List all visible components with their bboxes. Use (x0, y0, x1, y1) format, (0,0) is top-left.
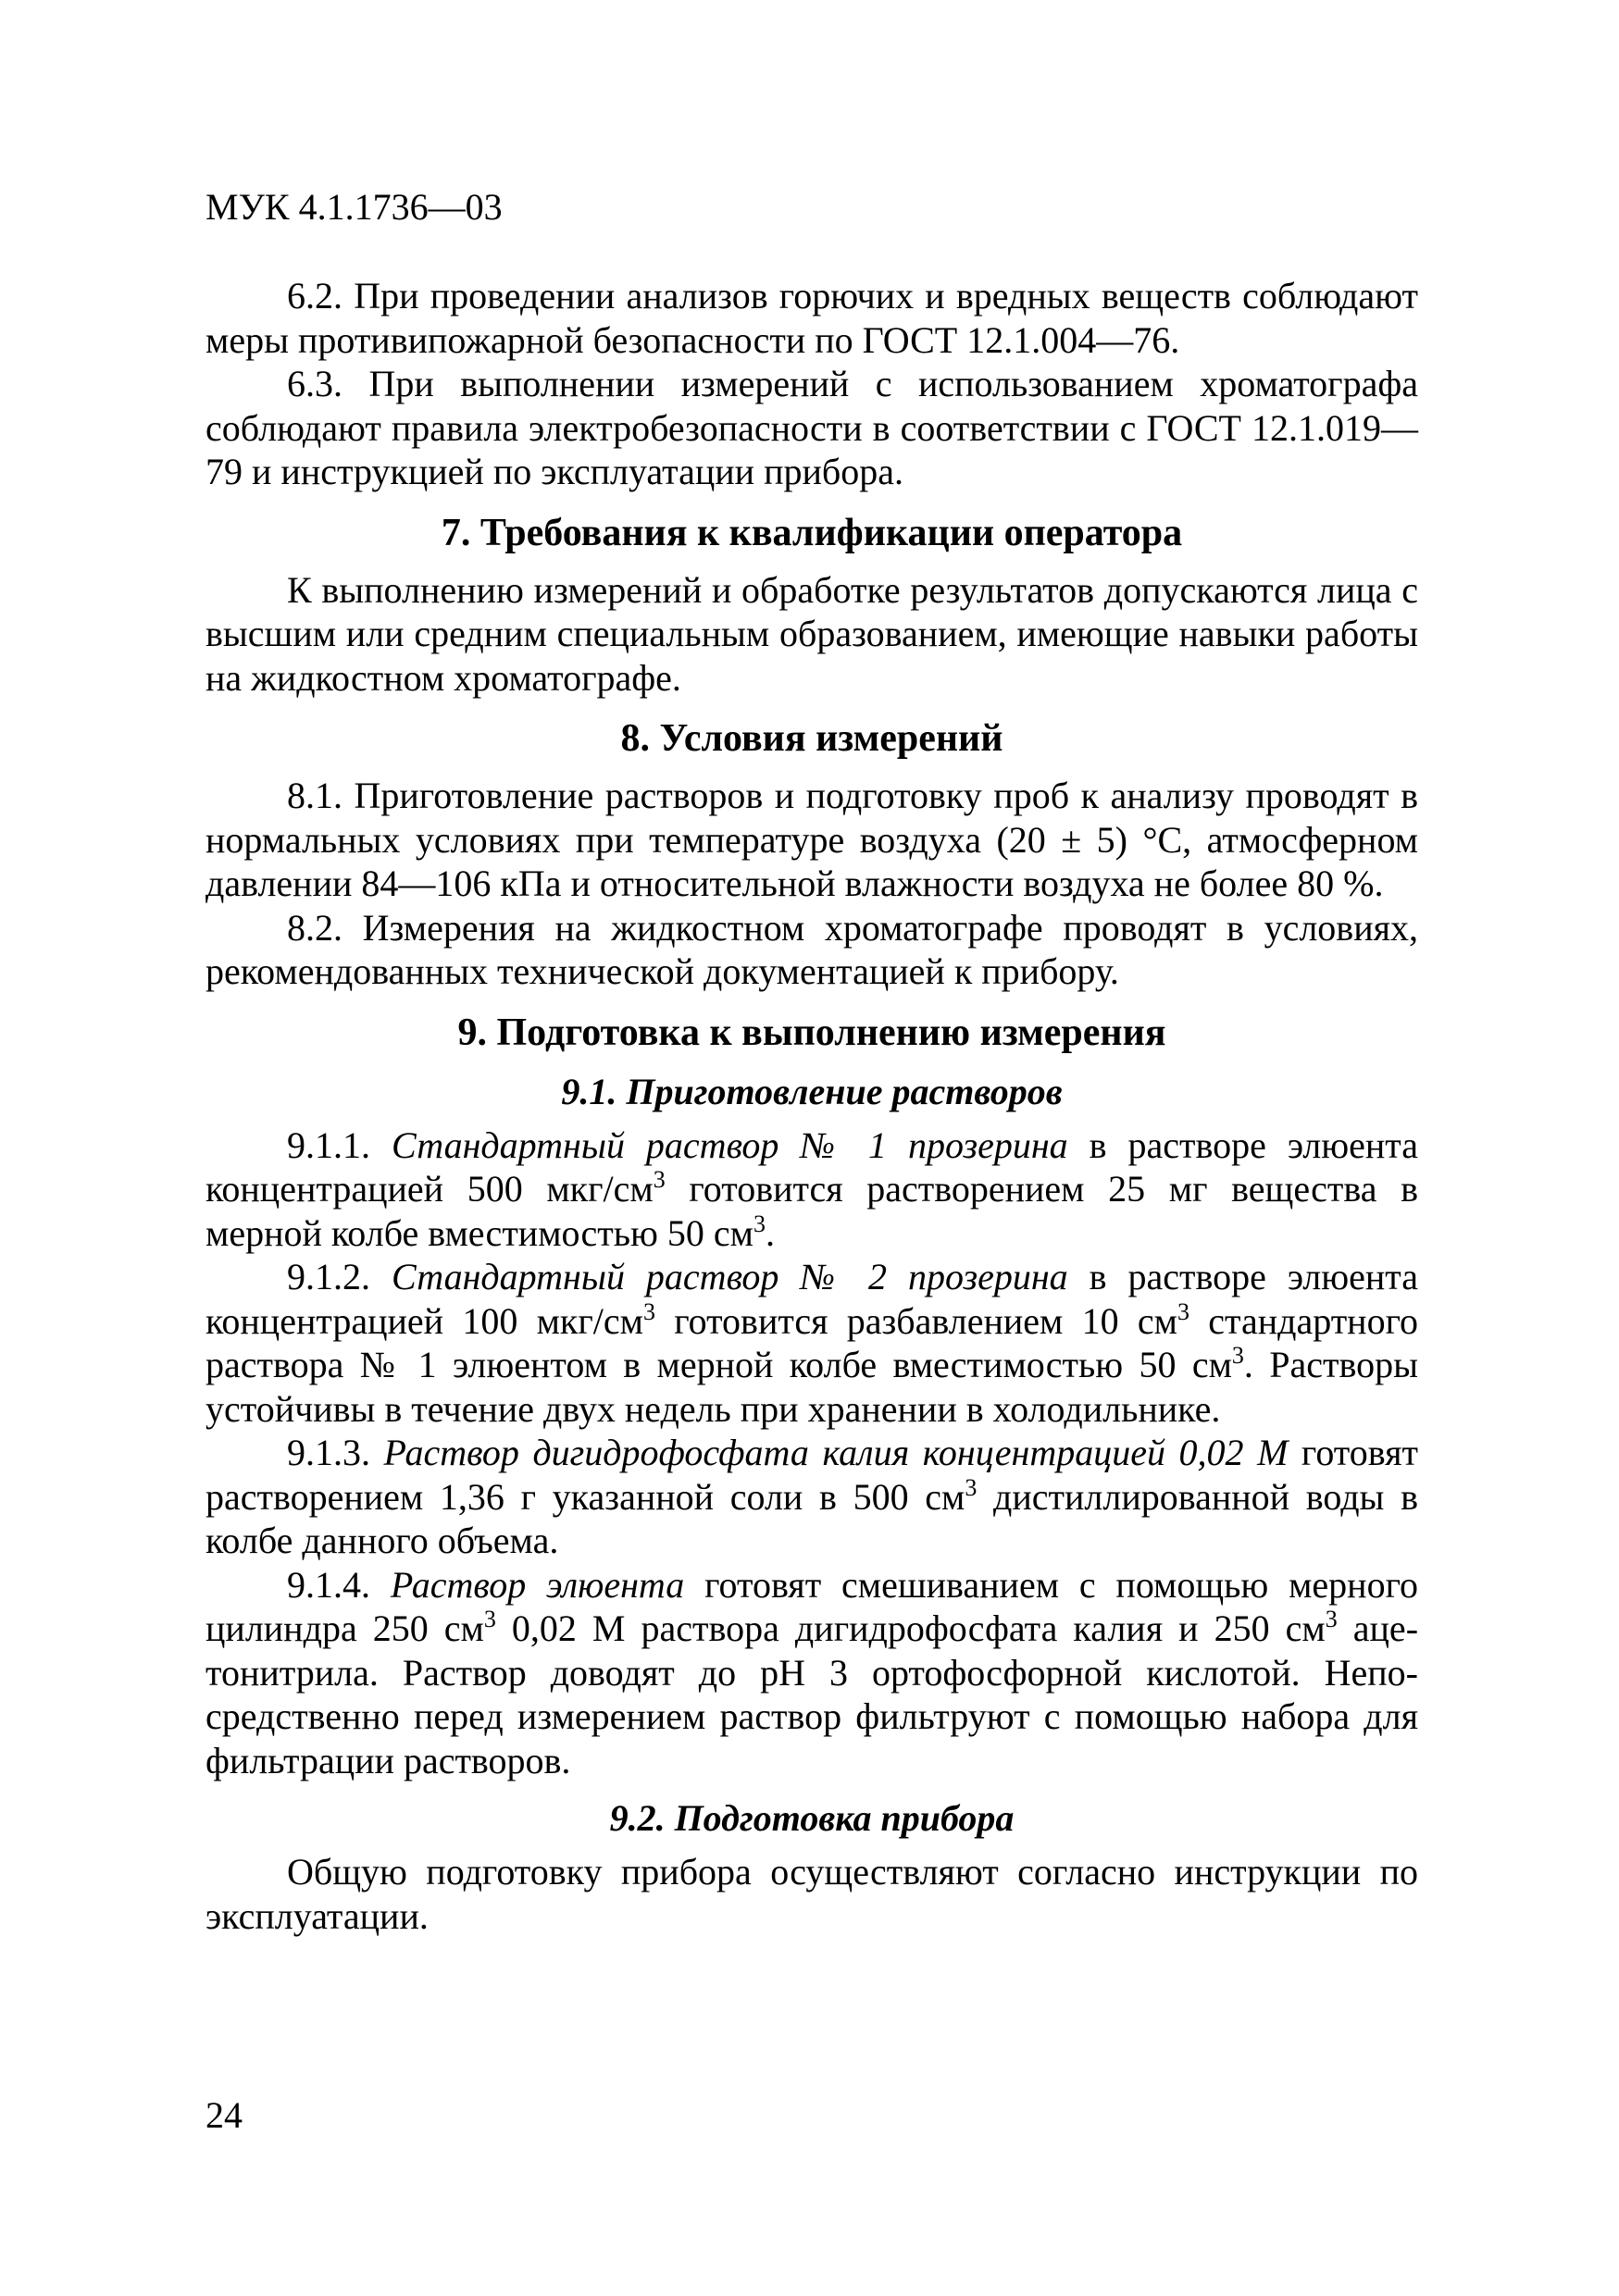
section-7-heading: 7. Требования к квалификации оператора (441, 511, 1183, 554)
paragraph-8-1: 8.1. Приготовление растворов и подготовку проб к анализу проводят в нормальных условиях при температуре воздуха (20 ± 5) °С, атмосферном давлении 84—106 кПа и относительной влажности воздуха не более 80 %. (205, 775, 1418, 904)
paragraph-9-1-1-emphasis: Стандартный раствор № 1 прозерина (391, 1123, 1068, 1166)
paragraph-9-1-1: 9.1.1. Стандартный раствор № 1 прозерина в растворе элюента концентрацией 500 мкг/$см^3$ готовится растворением 25 мг вещества в мерной колбе вместимостью 50 $см^3$. (205, 1123, 1418, 1254)
paragraph-9-2: Общую подготовку прибора осуществляют согласно инструкции по эксплуатации. (205, 1851, 1418, 1937)
section-8-heading: 8. Условия измерений (620, 717, 1003, 760)
paragraph-6-3: 6.3. При выполнении измерений с использованием хроматографа соблюдают правила электробезопасности в соответствии с ГОСТ 12.1.019—79 и инструкцией по эксплуатации прибора. (205, 363, 1418, 492)
subsection-9-2-heading: 9.2. Подготовка прибора (609, 1797, 1015, 1839)
page-number: 24 (205, 2094, 243, 2136)
paragraph-9-1-4: 9.1.4. Раствор элюента готовят смешиванием с помощью мерного цилиндра 250 $см^3$ 0,02 М раствора дигидрофосфата калия и 250 $см^3$ ацетонитрила. Раствор доводят до pH 3 ортофосфорной кислотой. Непосредственно перед измерением раствор фильтруют с помощью набора для фильтрации растворов. (205, 1563, 1419, 1781)
section-9-heading: 9. Подготовка к выполнению измерения (457, 1011, 1166, 1054)
paragraph-9-1-4-emphasis: Раствор элюента (390, 1563, 685, 1606)
paragraph-6-2: 6.2. При проведении анализов горючих и вредных веществ соблюдают меры противипожарной безопасности по ГОСТ 12.1.004—76. (205, 275, 1418, 361)
subsection-9-1-heading: 9.1. Приготовление растворов (561, 1070, 1063, 1112)
paragraph-9-1-3: 9.1.3. Раствор дигидрофосфата калия концентрацией 0,02 М готовят растворением 1,36 г указанной соли в 500 $см^3$ дистиллированной воды в колбе данного объема. (205, 1432, 1418, 1561)
paragraph-7: К выполнению измерений и обработке результатов допускаются лица с высшим или средним специальным образованием, имеющие навыки работы на жидкостном хроматографе. (205, 568, 1418, 699)
document-code: МУК 4.1.1736—03 (205, 186, 503, 228)
paragraph-9-1-2: 9.1.2. Стандартный раствор № 2 прозерина в растворе элюента концентрацией 100 мкг/$см^3$ готовится разбавлением 10 $см^3$ стандартного раствора № 1 элюентом в мерной колбе вместимостью 50 $см^3$. Растворы устойчивы в течение двух недель при хранении в холодильнике. (205, 1256, 1418, 1430)
page-body (205, 274, 1418, 1938)
paragraph-9-1-3-emphasis: Раствор дигидрофосфата калия концентрацией 0,02 М (383, 1432, 1289, 1473)
paragraph-9-1-2-emphasis: Стандартный раствор № 2 прозерина (391, 1256, 1068, 1297)
paragraph-8-2: 8.2. Измерения на жидкостном хроматографе проводят в условиях, рекомендованных технической документацией к прибору. (205, 906, 1418, 992)
